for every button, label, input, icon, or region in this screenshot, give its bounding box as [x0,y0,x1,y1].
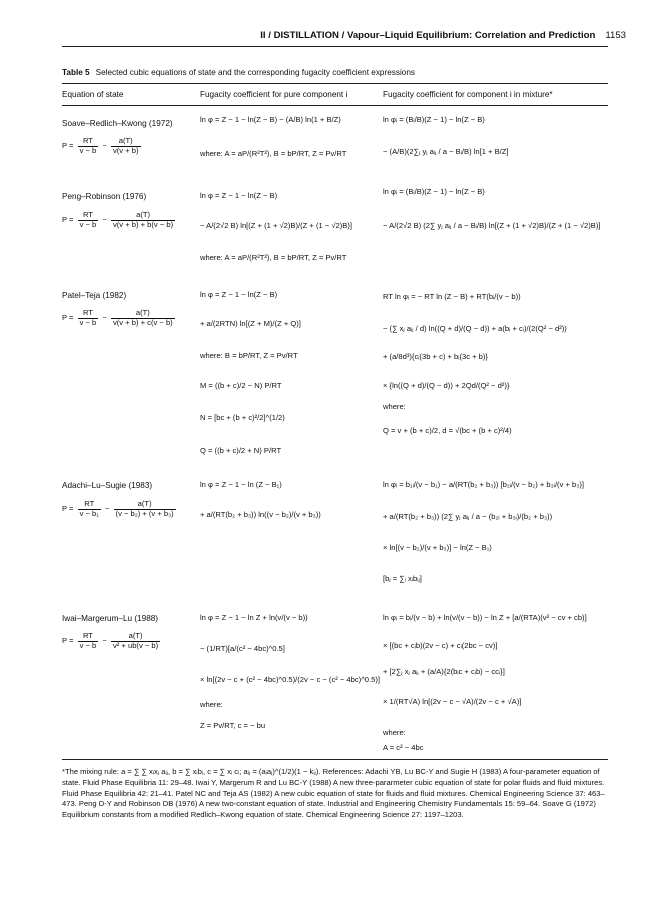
mix-als-4: [bⱼ = ∑ᵢ xᵢbᵢⱼ] [383,574,422,583]
row-name-pt: Patel–Teja (1982) [62,291,127,300]
pure-iml-where: where: [200,700,223,709]
col-header-pure: Fugacity coefficient for pure component i [200,90,348,99]
mix-pt-2: − (∑ xⱼ aᵢⱼ / d) ln((Q + d)/(Q − d)) + a(bᵢ + cᵢ)/(2(Q² − d²)) [383,324,567,333]
row-name-als: Adachi–Lu–Sugie (1983) [62,481,153,490]
row-name-srk: Soave–Redlich–Kwong (1972) [62,119,173,128]
pure-srk-where: where: A = aP/(R²T²), B = bP/RT, Z = Pv/RT [200,149,347,158]
mix-iml-A: A = c² − 4bc [383,743,424,752]
page-number: 1153 [605,30,626,41]
running-head [260,30,626,41]
table-label: Table 5 [62,68,90,77]
col-header-mix: Fugacity coefficient for component i in mixture* [383,90,553,99]
mix-pt-1: RT ln φᵢ = − RT ln (Z − B) + RT(bᵢ/(v − b)) [383,292,521,301]
pure-iml-Z: Z = Pv/RT, c = − bu [200,721,266,730]
mix-iml-3: + [2∑ⱼ xⱼ aᵢⱼ + (a/A){2(bᵢc + cᵢb) − ccᵢ}] [383,667,505,676]
mix-pr-1: ln φᵢ = (Bᵢ/B)(Z − 1) − ln(Z − B) [383,187,485,196]
mix-als-2: + a/(RT(b₂ + b₃)) (2∑ yⱼ aᵢⱼ / a − (b₂ᵢ + b₃ᵢ)/(b₂ + b₃)) [383,512,553,521]
mix-srk-2: − (A/B)(2∑ⱼ yⱼ aᵢⱼ / a − Bᵢ/B) ln[1 + B/Z] [383,147,509,156]
eos-iml: P = $\frac{RT}{v - b}$ − $\frac{a(T)}{\text{v² + ub(v − b)}}$ [62,631,159,650]
pure-pr-where: where: A = aP/(R²T²), B = bP/RT, Z = Pv/RT [200,253,347,262]
pure-pt-lnphi: ln φ = Z − 1 − ln(Z − B) [200,290,278,299]
eos-srk: P = $\frac{RT}{v - b}$ − $\frac{a(T)}{v(v + b)}$ [62,136,139,155]
mix-srk-1: ln φᵢ = (Bᵢ/B)(Z − 1) − ln(Z − B) [383,115,485,124]
mix-pr-2: − A/(2√2 B) (2∑ yⱼ aᵢⱼ / a − Bᵢ/B) ln[(Z + (1 + √2)B)/(Z + (1 − √2)B)] [383,221,601,230]
mix-iml-2: × [(bc + cᵢb)(2v − c) + cᵢ(2bc − cv)] [383,641,498,650]
header-rule [62,46,608,47]
mix-pt-3: + (a/8d³){cᵢ(3b + c) + bᵢ(3c + b)} [383,352,488,361]
mix-als-1: ln φᵢ = b₁ᵢ/(v − b₁) − a/(RT(b₂ + b₃)) [b₂ᵢ/(v − b₂) + b₃ᵢ/(v + b₃)] [383,480,584,489]
mix-als-3: × ln[(v − b₂)/(v + b₃)] − ln(Z − B₁) [383,543,492,552]
table-caption-text: Selected cubic equations of state and the corresponding fugacity coefficient expressions [95,68,415,77]
table-bottom-rule [62,759,608,760]
running-head-title: II / DISTILLATION / Vapour–Liquid Equilibrium: Correlation and Prediction [260,30,596,41]
pure-pt-2: + a/(2RTN) ln[(Z + M)/(Z + Q)] [200,319,301,328]
col-header-eos: Equation of state [62,90,124,99]
pure-pt-N: N = [bc + (b + c)²/2]^(1/2) [200,413,285,422]
pure-pr-lnphi: ln φ = Z − 1 − ln(Z − B) [200,191,278,200]
mix-iml-1: ln φᵢ = bᵢ/(v − b) + ln(v/(v − b)) − ln Z + [a/(RTA)(v² − cv + cb)] [383,613,587,622]
pure-pr-2: − A/(2√2 B) ln[(Z + (1 + √2)B)/(Z + (1 − √2)B)] [200,221,352,230]
table-footnote: *The mixing rule: a = ∑ ∑ xᵢxⱼ aᵢⱼ, b = ∑ xᵢbᵢ, c = ∑ xᵢ cᵢ; aᵢⱼ = (aᵢaⱼ)^(1/2)(1 − kᵢⱼ). References: Adachi YB, Lu BC-Y and Sugie H (1983) A four-parameter equation of state. Fluid Phase Equilibria 11: 29–48. Iwai Y, Margerum R and Lu BC-Y (1988) A new three-pararmeter cubic equation of state for polar fluids and fluid mixtures. Fluid Phase Equilibria 42: 21–41. Patel NC and Teja AS (1982) A new cubic equation of state for fluids and fluid mixtures. Chemical Engineering Science 37: 463–473. Peng D-Y and Robinson DB (1976) A new two-constant equation of state. Industrial and Engineering Chemistry Fundamentals 15: 59–64. Soave G (1972) Equilibrium constants from a modified Redlich–Kwong equation of state. Chemical Engineering Science 27: 1197–1203. [62,767,605,820]
mix-pt-4: × {ln((Q + d)/(Q − d)) + 2Qd/(Q² − d²)} [383,381,510,390]
table-top-rule [62,83,608,84]
pure-pt-where: where: B = bP/RT, Z = Pv/RT [200,351,298,360]
pure-pt-M: M = ((b + c)/2 − N) P/RT [200,381,282,390]
row-name-iml: Iwai–Margerum–Lu (1988) [62,614,159,623]
eos-pr: P = $\frac{RT}{v - b}$ − $\frac{a(T)}{v(v + b) + b(v - b)}$ [62,210,174,229]
mix-iml-where: where: [383,728,406,737]
pure-pt-Q: Q = ((b + c)/2 + N) P/RT [200,446,282,455]
mix-iml-4: × 1/(RT√A) ln[(2v − c − √A)/(2v − c + √A)] [383,697,522,706]
eos-pt: P = $\frac{RT}{v - b}$ − $\frac{a(T)}{v(v + b) + c(v - b)}$ [62,308,173,327]
row-name-pr: Peng–Robinson (1976) [62,192,147,201]
table-header-rule [62,105,608,106]
mix-pt-where: where: [383,402,406,411]
eos-als: P = $\frac{RT}{\text{v − b₁}}$ − $\frac{a(T)}{\text{(v − b₂) + (v + b₃)}}$ [62,499,174,518]
pure-iml-lnphi: ln φ = Z − 1 − ln Z + ln(v/(v − b)) [200,613,308,622]
pure-srk-lnphi: ln φ = Z − 1 − ln(Z − B) − (A/B) ln(1 + B/Z) [200,115,341,124]
pure-iml-2: − (1/RT)[a/(c² − 4bc)^0.5] [200,644,285,653]
mix-pt-Q: Q = v + (b + c)/2, d = √(bc + (b + c)²/4) [383,426,512,435]
pure-als-2: + a/(RT(b₂ + b₃)) ln((v − b₂)/(v + b₃)) [200,510,321,519]
pure-iml-3: × ln[(2v − c + (c² − 4bc)^0.5)/(2v − c − (c² − 4bc)^0.5)] [200,675,380,684]
pure-als-lnphi: ln φ = Z − 1 − ln (Z − B₁) [200,480,282,489]
table-caption [62,68,415,77]
